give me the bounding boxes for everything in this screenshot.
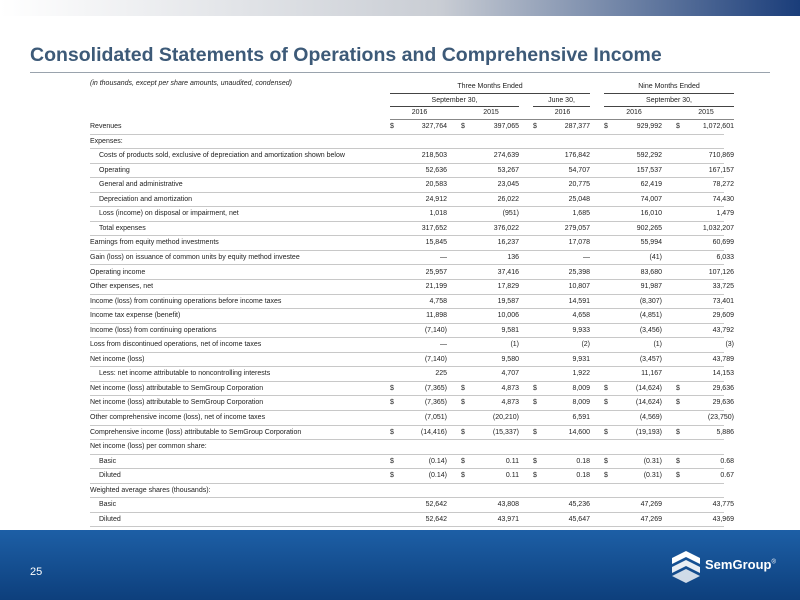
- dollar-sign: $: [676, 123, 680, 130]
- table-cell: 107,126: [708, 268, 734, 276]
- row-label: Diluted: [99, 472, 121, 480]
- table-cell: 20,583: [425, 181, 447, 189]
- table-cell: 23,045: [497, 181, 519, 189]
- table-cell: (951): [502, 210, 519, 218]
- table-cell: 33,725: [712, 283, 734, 291]
- page-number: 25: [30, 566, 43, 578]
- row-label: Basic: [99, 501, 117, 509]
- table-cell: 376,022: [493, 224, 519, 232]
- dollar-sign: $: [604, 457, 608, 465]
- table-cell: 0.18: [576, 472, 590, 480]
- table-cell: 4,707: [501, 370, 519, 378]
- table-cell: 37,416: [497, 268, 519, 276]
- table-cell: 1,922: [572, 370, 590, 378]
- table-cell: 14,153: [712, 370, 734, 378]
- table-cell: 1,685: [572, 210, 590, 218]
- table-cell: (7,140): [424, 326, 447, 334]
- table-cell: 0.18: [576, 457, 590, 465]
- row-label: General and administrative: [99, 181, 183, 189]
- table-cell: (15,337): [492, 428, 519, 436]
- table-cell: 0.67: [720, 472, 734, 480]
- table-cell: 14,600: [568, 428, 590, 436]
- table-cell: 10,006: [497, 312, 519, 320]
- table-cell: 78,272: [712, 181, 734, 189]
- dollar-sign: $: [533, 399, 537, 407]
- row-label: Operating: [99, 166, 130, 174]
- row-label: Net income (loss) per common share:: [90, 443, 207, 451]
- table-cell: 218,503: [421, 152, 447, 160]
- dollar-sign: $: [676, 399, 680, 407]
- table-cell: 9,580: [501, 355, 519, 363]
- table-cell: 5,886: [716, 428, 734, 436]
- table-cell: —: [440, 341, 447, 349]
- table-cell: 24,912: [425, 195, 447, 203]
- dollar-sign: $: [604, 123, 608, 130]
- table-cell: 20,775: [568, 181, 590, 189]
- table-cell: 8,009: [572, 399, 590, 407]
- table-cell: (19,193): [635, 428, 662, 436]
- dollar-sign: $: [676, 472, 680, 480]
- dollar-sign: $: [390, 472, 394, 480]
- table-cell: 14,591: [568, 297, 590, 305]
- table-cell: 19,587: [497, 297, 519, 305]
- table-cell: 9,931: [572, 355, 590, 363]
- dollar-sign: $: [604, 384, 608, 392]
- table-cell: 52,642: [425, 515, 447, 523]
- table-cell: (3,456): [639, 326, 662, 334]
- table-cell: 53,267: [497, 166, 519, 174]
- row-divider: [90, 526, 724, 527]
- table-cell: (7,365): [424, 384, 447, 392]
- table-cell: 157,537: [636, 166, 662, 174]
- table-cell: (23,750): [707, 414, 734, 421]
- table-cell: (0.31): [643, 457, 662, 465]
- table-cell: 60,699: [712, 239, 734, 247]
- dollar-sign: $: [533, 384, 537, 392]
- dollar-sign: $: [533, 123, 537, 130]
- table-cell: 592,292: [636, 152, 662, 160]
- row-label: Weighted average shares (thousands):: [90, 486, 211, 494]
- table-cell: 45,647: [568, 515, 590, 523]
- page-title: Consolidated Statements of Operations and Comprehensive Income: [30, 44, 662, 66]
- row-label: Costs of products sold, exclusive of depreciation and amortization shown below: [99, 152, 345, 160]
- title-divider: [30, 72, 770, 73]
- table-cell: 62,419: [640, 181, 662, 189]
- dollar-sign: $: [461, 399, 465, 407]
- table-cell: 9,933: [572, 326, 590, 334]
- table-cell: 74,430: [712, 195, 734, 203]
- table-cell: 16,237: [497, 239, 519, 247]
- table-cell: 4,658: [572, 312, 590, 320]
- semgroup-logo-mark-icon: [672, 551, 700, 583]
- row-label: Diluted: [99, 515, 121, 523]
- row-label: Income (loss) from continuing operations before income taxes: [90, 297, 282, 305]
- table-cell: 4,873: [501, 384, 519, 392]
- table-cell: 21,199: [425, 283, 447, 291]
- dollar-sign: $: [604, 472, 608, 480]
- row-label: Revenues: [90, 123, 122, 130]
- table-cell: 136: [507, 253, 519, 261]
- table-cell: (20,210): [492, 414, 519, 421]
- header-year: 2015: [698, 109, 714, 116]
- row-label: Operating income: [90, 268, 146, 276]
- header-year: 2016: [626, 109, 642, 116]
- table-intro-note: (in thousands, except per share amounts, unaudited, condensed): [90, 80, 292, 87]
- table-cell: 1,479: [716, 210, 734, 218]
- table-cell: 9,581: [501, 326, 519, 334]
- table-cell: (14,624): [635, 399, 662, 407]
- table-cell: (7,051): [424, 414, 447, 421]
- header-nine-months: Nine Months Ended: [638, 83, 700, 90]
- table-cell: 287,377: [564, 123, 590, 130]
- dollar-sign: $: [390, 399, 394, 407]
- top-gradient-bar: [0, 0, 800, 16]
- table-cell: 929,992: [636, 123, 662, 130]
- dollar-sign: $: [676, 384, 680, 392]
- table-cell: 29,636: [712, 384, 734, 392]
- table-cell: 279,057: [564, 224, 590, 232]
- table-cell: —: [583, 253, 590, 261]
- header-year: 2016: [554, 109, 571, 116]
- table-cell: 54,707: [568, 166, 590, 174]
- table-cell: 397,065: [493, 123, 519, 130]
- table-cell: 11,167: [641, 370, 662, 378]
- table-cell: 47,269: [640, 501, 662, 509]
- table-cell: 15,845: [425, 239, 447, 247]
- dollar-sign: $: [461, 472, 465, 480]
- table-cell: 0.68: [720, 457, 734, 465]
- row-label: Loss (income) on disposal or impairment, net: [99, 210, 239, 218]
- table-cell: (2): [581, 341, 590, 349]
- row-label: Net income (loss) attributable to SemGroup Corporation: [90, 399, 264, 407]
- table-cell: 1,032,207: [702, 224, 734, 232]
- table-cell: (7,365): [424, 399, 447, 407]
- table-cell: (0.14): [428, 472, 447, 480]
- table-cell: (41): [649, 253, 662, 261]
- table-cell: (0.14): [428, 457, 447, 465]
- header-year: 2016: [411, 109, 428, 116]
- table-cell: 29,636: [712, 399, 734, 407]
- table-cell: 16,010: [640, 210, 662, 218]
- dollar-sign: $: [676, 457, 680, 465]
- row-label: Net income (loss) attributable to SemGroup Corporation: [90, 384, 264, 392]
- table-cell: 327,764: [421, 123, 447, 130]
- dollar-sign: $: [390, 384, 394, 392]
- row-label: Income tax expense (benefit): [90, 312, 181, 320]
- row-label: Income (loss) from continuing operations: [90, 326, 217, 334]
- table-cell: 225: [435, 370, 447, 378]
- table-cell: 29,609: [712, 312, 734, 320]
- table-cell: 43,775: [712, 501, 734, 509]
- dollar-sign: $: [461, 123, 465, 130]
- dollar-sign: $: [533, 428, 537, 436]
- table-cell: 43,808: [497, 501, 519, 509]
- table-cell: 17,829: [497, 283, 519, 291]
- table-cell: (14,416): [420, 428, 447, 436]
- table-cell: 8,009: [572, 384, 590, 392]
- row-label: Other expenses, net: [90, 283, 154, 291]
- table-cell: (0.31): [643, 472, 662, 480]
- table-cell: 4,758: [429, 297, 447, 305]
- table-cell: 43,969: [712, 515, 734, 523]
- table-cell: 26,022: [497, 195, 519, 203]
- row-label: Basic: [99, 457, 117, 465]
- table-cell: 274,639: [493, 152, 519, 160]
- table-cell: (4,851): [639, 312, 662, 320]
- semgroup-logo-text: SemGroup®: [705, 557, 776, 572]
- table-cell: (1): [510, 341, 519, 349]
- dollar-sign: $: [390, 123, 394, 130]
- table-cell: 91,987: [640, 283, 662, 291]
- dollar-sign: $: [461, 428, 465, 436]
- row-label: Loss from discontinued operations, net of income taxes: [90, 341, 262, 349]
- dollar-sign: $: [461, 384, 465, 392]
- dollar-sign: $: [390, 457, 394, 465]
- table-cell: (14,624): [635, 384, 662, 392]
- header-sep30-a: September 30,: [431, 97, 478, 104]
- table-cell: —: [440, 253, 447, 261]
- table-cell: 10,807: [568, 283, 590, 291]
- row-label: Depreciation and amortization: [99, 195, 192, 203]
- table-cell: (4,569): [639, 414, 662, 421]
- table-cell: 74,007: [640, 195, 662, 203]
- table-cell: (3,457): [639, 355, 662, 363]
- table-cell: 0.11: [505, 472, 519, 480]
- row-label: Less: net income attributable to noncontrolling interests: [99, 370, 271, 378]
- table-cell: 45,236: [568, 501, 590, 509]
- table-cell: 17,078: [568, 239, 590, 247]
- table-cell: (3): [725, 341, 734, 349]
- table-cell: 710,869: [708, 152, 734, 160]
- table-cell: 43,971: [497, 515, 519, 523]
- row-label: Total expenses: [99, 224, 146, 232]
- dollar-sign: $: [390, 428, 394, 436]
- table-cell: 43,789: [712, 355, 734, 363]
- header-three-months: Three Months Ended: [457, 83, 523, 90]
- table-cell: 317,652: [421, 224, 447, 232]
- table-cell: 6,591: [572, 414, 590, 421]
- table-cell: 52,636: [425, 166, 447, 174]
- row-label: Comprehensive income (loss) attributable to SemGroup Corporation: [90, 428, 302, 436]
- table-cell: 25,048: [568, 195, 590, 203]
- row-label: Other comprehensive income (loss), net of income taxes: [90, 414, 266, 421]
- table-cell: 73,401: [712, 297, 734, 305]
- header-year: 2015: [483, 109, 499, 116]
- table-cell: 167,157: [708, 166, 734, 174]
- table-cell: 47,269: [640, 515, 662, 523]
- table-cell: 1,018: [429, 210, 447, 218]
- table-cell: 1,072,601: [702, 123, 734, 130]
- table-cell: 11,898: [426, 312, 447, 320]
- table-cell: 25,398: [568, 268, 590, 276]
- table-cell: (8,307): [639, 297, 662, 305]
- header-jun30: June 30,: [548, 97, 575, 104]
- table-cell: 176,842: [564, 152, 590, 160]
- table-cell: 52,642: [425, 501, 447, 509]
- table-cell: (7,140): [424, 355, 447, 363]
- dollar-sign: $: [604, 428, 608, 436]
- table-cell: 43,792: [712, 326, 734, 334]
- table-cell: 83,680: [640, 268, 662, 276]
- table-cell: 6,033: [716, 253, 734, 261]
- table-cell: 0.11: [505, 457, 519, 465]
- table-cell: (1): [653, 341, 662, 349]
- table-cell: 55,994: [640, 239, 662, 247]
- row-divider: [90, 134, 724, 135]
- table-cell: 902,265: [636, 224, 662, 232]
- dollar-sign: $: [604, 399, 608, 407]
- row-label: Expenses:: [90, 137, 123, 145]
- dollar-sign: $: [461, 457, 465, 465]
- dollar-sign: $: [676, 428, 680, 436]
- row-label: Earnings from equity method investments: [90, 239, 219, 247]
- header-sep30-b: September 30,: [646, 97, 692, 104]
- table-cell: 25,957: [425, 268, 447, 276]
- dollar-sign: $: [533, 472, 537, 480]
- row-label: Gain (loss) on issuance of common units by equity method investee: [90, 253, 300, 261]
- row-label: Net income (loss): [90, 355, 145, 363]
- dollar-sign: $: [533, 457, 537, 465]
- table-cell: 4,873: [501, 399, 519, 407]
